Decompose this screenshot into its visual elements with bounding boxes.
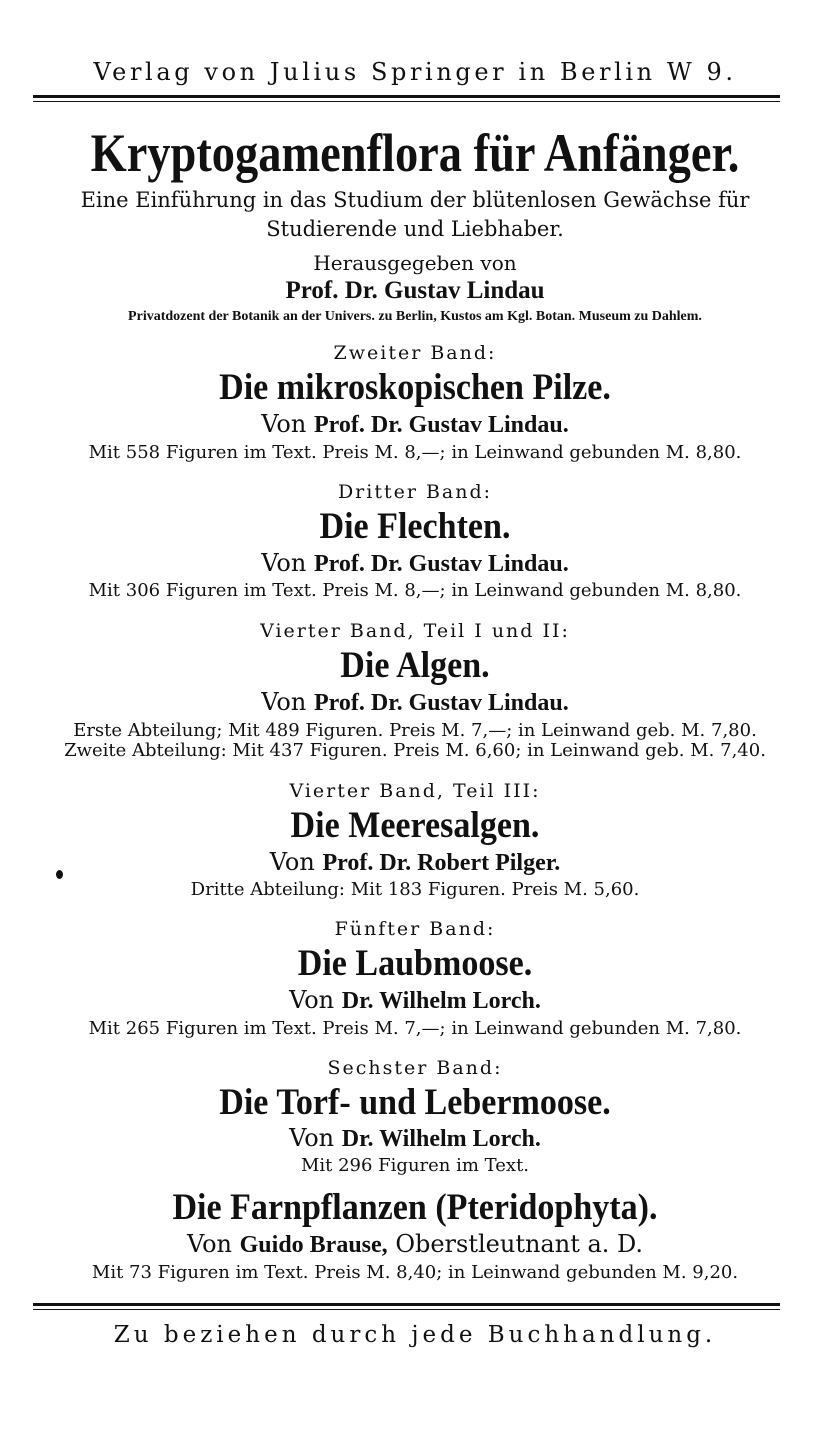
volume-band: Zweiter Band: (333, 342, 497, 364)
volume-author (0, 1124, 830, 1153)
volume-title: Die Laubmoose. (297, 943, 533, 984)
author-name: Prof. Dr. Gustav Lindau. (313, 412, 569, 438)
volume-author (0, 688, 830, 717)
author-name: Prof. Dr. Gustav Lindau. (313, 690, 569, 716)
author-suffix: Oberstleutnant a. D. (395, 1230, 644, 1258)
author-name: Prof. Dr. Robert Pilger. (322, 850, 561, 876)
top-rule-thick (33, 95, 780, 98)
volume-info: Mit 306 Figuren im Text. Preis M. 8,—; in Leinwand gebunden M. 8,80. (88, 580, 742, 601)
volume-title: Die Meeresalgen. (290, 805, 540, 846)
author-prefix: Von (289, 986, 335, 1014)
series-subtitle-line2: Studierende und Liebhaber. (266, 217, 564, 241)
volume-band: Vierter Band, Teil III: (289, 780, 541, 802)
footer-line: Zu beziehen durch jede Buchhandlung. (113, 1322, 717, 1348)
series-subtitle-line1: Eine Einführung in das Studium der blütenlosen Gewächse für (80, 188, 750, 212)
volume-band: Fünfter Band: (334, 918, 496, 940)
volume-author (0, 549, 830, 578)
volume-author (0, 848, 830, 877)
editor-name: Prof. Dr. Gustav Lindau (285, 277, 545, 304)
volume-author (0, 410, 830, 439)
author-prefix: Von (269, 848, 315, 876)
volume-band: Sechster Band: (327, 1057, 503, 1079)
bottom-rule-thick (33, 1303, 780, 1306)
author-prefix: Von (261, 410, 307, 438)
editor-label: Herausgegeben von (313, 251, 517, 275)
author-name: Prof. Dr. Gustav Lindau. (313, 551, 569, 577)
volume-title: Die Farnpflanzen (Pteridophyta). (172, 1187, 658, 1228)
top-rule-thin (33, 101, 780, 102)
volume-title: Die mikroskopischen Pilze. (219, 367, 611, 408)
author-name: Dr. Wilhelm Lorch. (341, 988, 541, 1014)
author-prefix: Von (289, 1124, 335, 1152)
volume-info: Mit 296 Figuren im Text. (300, 1155, 530, 1176)
volume-author (0, 1230, 830, 1259)
editor-affiliation: Privatdozent der Botanik an der Univers. zu Berlin, Kustos am Kgl. Botan. Museum zu Dahlem. (128, 309, 702, 324)
volume-info: Mit 265 Figuren im Text. Preis M. 7,—; in Leinwand gebunden M. 7,80. (88, 1018, 742, 1039)
volume-band: Vierter Band, Teil I und II: (260, 620, 570, 642)
volume-info: Mit 73 Figuren im Text. Preis M. 8,40; in Leinwand gebunden M. 9,20. (91, 1262, 739, 1283)
volume-info: Dritte Abteilung: Mit 183 Figuren. Preis M. 5,60. (190, 879, 640, 900)
ink-dot (56, 870, 63, 879)
author-name: Dr. Wilhelm Lorch. (341, 1126, 541, 1152)
publisher-line: Verlag von Julius Springer in Berlin W 9. (93, 58, 737, 86)
bottom-rule-thin (33, 1309, 780, 1310)
author-prefix: Von (261, 688, 307, 716)
volume-title: Die Flechten. (319, 506, 511, 547)
volume-info: Mit 558 Figuren im Text. Preis M. 8,—; in Leinwand gebunden M. 8,80. (88, 442, 742, 463)
author-prefix: Von (261, 549, 307, 577)
volume-band: Dritter Band: (337, 481, 493, 503)
series-title: Kryptogamenflora für Anfänger. (90, 123, 740, 183)
author-prefix: Von (186, 1230, 232, 1258)
author-name: Guido Brause, (239, 1232, 388, 1258)
volume-author (0, 986, 830, 1015)
volume-title: Die Algen. (340, 645, 490, 686)
volume-title: Die Torf- und Lebermoose. (219, 1082, 611, 1123)
volume-info: Zweite Abteilung: Mit 437 Figuren. Preis M. 6,60; in Leinwand geb. M. 7,40. (64, 740, 766, 761)
volume-info: Erste Abteilung; Mit 489 Figuren. Preis M. 7,—; in Leinwand geb. M. 7,80. (73, 720, 757, 741)
